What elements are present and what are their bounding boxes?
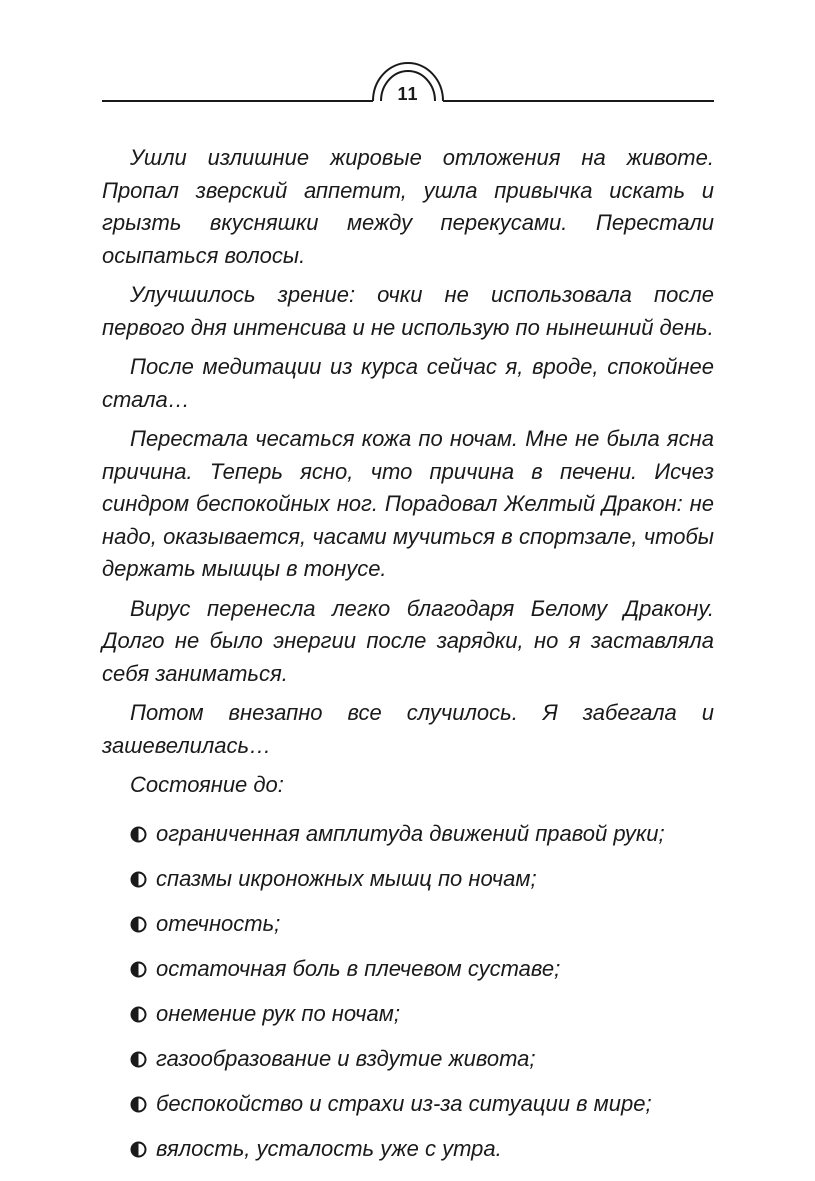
half-filled-circle-icon [130, 1051, 147, 1068]
page-header [0, 0, 815, 120]
list-item-text: остаточная боль в плечевом суставе; [156, 955, 561, 981]
list-item [102, 863, 714, 908]
paragraph: Вирус перенесла легко благодаря Белому Дракону. Долго не было энергии после зарядки, но я заставляла себя заниматься. [102, 595, 714, 686]
list-item-text: беспокойство и страхи из-за ситуации в мире; [156, 1090, 652, 1116]
list-item [102, 818, 714, 863]
list-heading: Состояние до: [130, 772, 284, 797]
paragraph: Потом внезапно все случилось. Я забегала и зашевелилась… [102, 700, 714, 758]
half-filled-circle-icon [130, 1141, 147, 1158]
list-item-text: вялость, усталость уже с утра. [156, 1135, 502, 1161]
paragraph: Улучшилось зрение: очки не использовала после первого дня интенсива и не использую по нынешний день. [102, 282, 714, 340]
list-item-text: газообразование и вздутие живота; [156, 1045, 536, 1071]
list-item [102, 998, 714, 1043]
list-item-text: отечность; [156, 910, 281, 936]
list-item [102, 953, 714, 998]
half-filled-circle-icon [130, 961, 147, 978]
paragraph: Перестала чесаться кожа по ночам. Мне не была ясна причина. Теперь ясно, что причина в печени. Исчез синдром беспокойных ног. Порадовал Желтый Дракон: не надо, оказывается, часами мучиться в спортзале, чтобы держать мышцы в тонусе. [102, 426, 714, 581]
symptom-list [102, 818, 714, 1178]
paragraph: После медитации из курса сейчас я, вроде, спокойнее стала… [102, 354, 714, 412]
list-item-text: ограниченная амплитуда движений правой руки; [156, 820, 665, 846]
half-filled-circle-icon [130, 916, 147, 933]
paragraph: Ушли излишние жировые отложения на животе. Пропал зверский аппетит, ушла привычка искать и грызть вкусняшки между перекусами. Перестали осыпаться волосы. [102, 145, 714, 268]
list-item [102, 908, 714, 953]
list-item-text: онемение рук по ночам; [156, 1000, 400, 1026]
list-item-text: спазмы икроножных мышц по ночам; [156, 865, 537, 891]
page-body [102, 142, 714, 1178]
half-filled-circle-icon [130, 826, 147, 843]
list-item [102, 1088, 714, 1133]
list-item [102, 1043, 714, 1088]
half-filled-circle-icon [130, 871, 147, 888]
half-filled-circle-icon [130, 1096, 147, 1113]
list-item [102, 1133, 714, 1178]
half-filled-circle-icon [130, 1006, 147, 1023]
page-number: 11 [397, 84, 419, 104]
